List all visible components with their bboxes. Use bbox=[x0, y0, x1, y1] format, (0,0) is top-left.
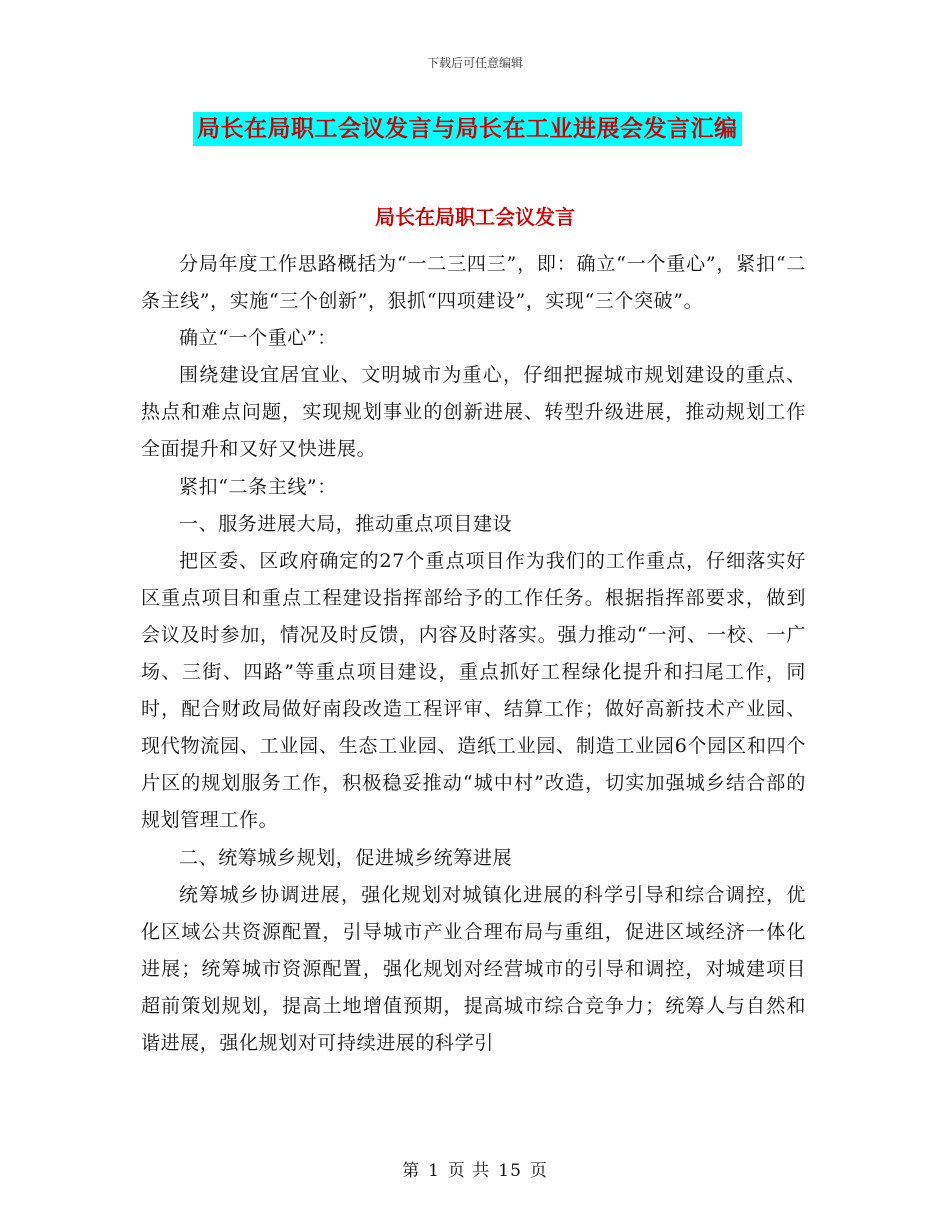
section-title: 局长在局职工会议发言 bbox=[375, 205, 575, 229]
document-body bbox=[141, 246, 806, 1062]
page-number: 1 bbox=[428, 1161, 440, 1181]
paragraph: 紧扣“二条主线”： bbox=[179, 475, 337, 498]
paragraph: 分局年度工作思路概括为“一二三四三”，即：确立“一个重心”，紧扣“二条主线”，实施“三个创新”，狠抓“四项建设”，实现“三个突破”。 bbox=[141, 253, 806, 313]
paragraph: 一、服务进展大局，推动重点项目建设 bbox=[179, 512, 513, 535]
paragraph: 二、统筹城乡规划，促进城乡统筹进展 bbox=[179, 846, 513, 869]
total-pages: 15 bbox=[498, 1161, 522, 1181]
paragraph: 确立“一个重心”： bbox=[179, 327, 337, 350]
paragraph: 围绕建设宜居宜业、文明城市为重心，仔细把握城市规划建设的重点、热点和难点问题，实现规划事业的创新进展、转型升级进展，推动规划工作全面提升和又好又快进展。 bbox=[141, 364, 806, 461]
header-note: 下载后可任意编辑 bbox=[426, 56, 523, 70]
paragraph: 把区委、区政府确定的27个重点项目作为我们的工作重点，仔细落实好区重点项目和重点工程建设指挥部给予的工作任务。根据指挥部要求，做到会议及时参加，情况及时反馈，内容及时落实。强力推动“一河、一校、一广场、三街、四路”等重点项目建设，重点抓好工程绿化提升和扫尾工作，同时，配合财政局做好南段改造工程评审、结算工作；做好高新技术产业园、现代物流园、工业园、生态工业园、造纸工业园、制造工业园6个园区和四个片区的规划服务工作，积极稳妥推动“城中村”改造，切实加强城乡结合部的规划管理工作。 bbox=[141, 549, 806, 832]
page-footer bbox=[0, 1156, 950, 1181]
paragraph: 统筹城乡协调进展，强化规划对城镇化进展的科学引导和综合调控，优化区域公共资源配置，引导城市产业合理布局与重组，促进区域经济一体化进展；统筹城市资源配置，强化规划对经营城市的引导和调控，对城建项目超前策划规划，提高土地增值预期，提高城市综合竞争力；统筹人与自然和谐进展，强化规划对可持续进展的科学引 bbox=[141, 883, 806, 1054]
footer-middle: 页 共 bbox=[447, 1161, 491, 1181]
footer-prefix: 第 bbox=[402, 1161, 421, 1181]
document-title: 局长在局职工会议发言与局长在工业进展会发言汇编 bbox=[193, 112, 742, 146]
footer-suffix: 页 bbox=[529, 1161, 548, 1181]
